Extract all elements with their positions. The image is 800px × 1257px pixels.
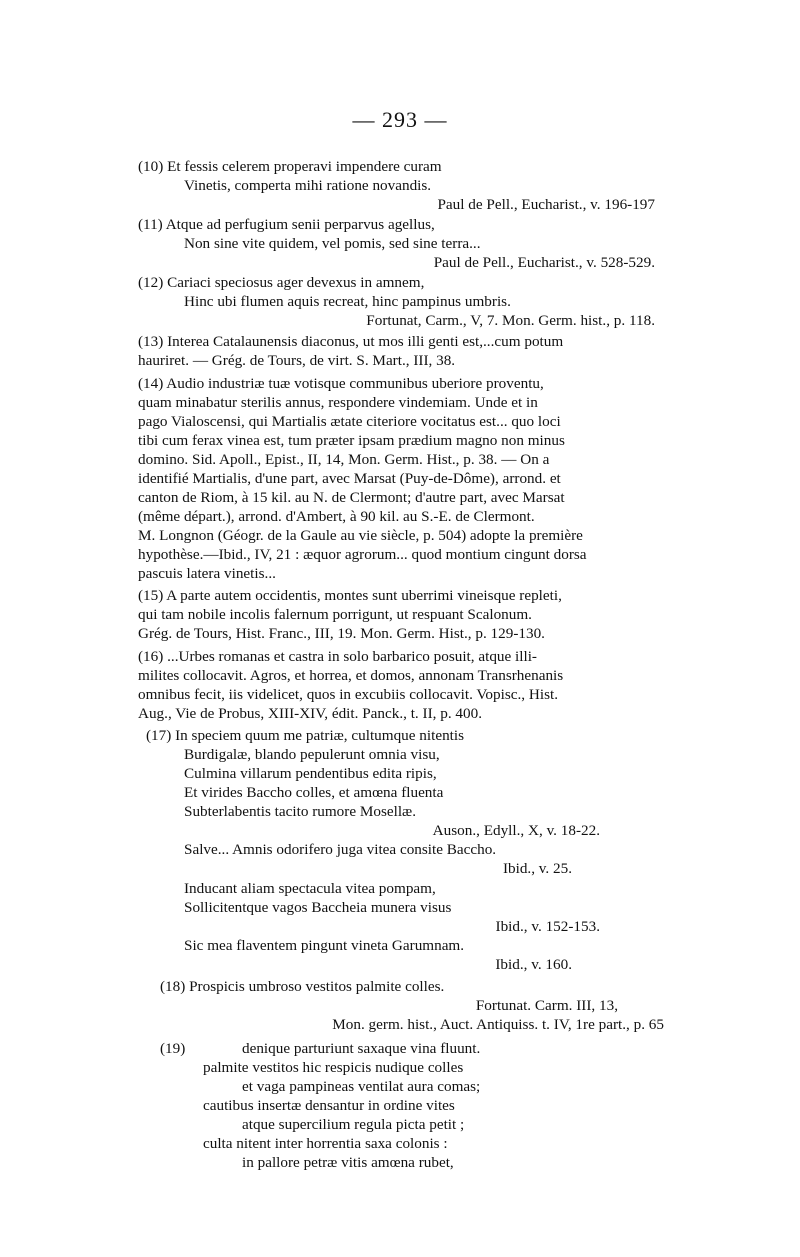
text-line: Non sine vite quidem, vel pomis, sed sine terra... (184, 235, 481, 252)
text-line: canton de Riom, à 15 kil. au N. de Clermont; d'autre part, avec Marsat (138, 489, 565, 506)
text-line: identifié Martialis, d'une part, avec Marsat (Puy-de-Dôme), arrond. et (138, 470, 561, 487)
text-line: Auson., Edyll., X, v. 18-22. (432, 822, 600, 839)
text-line: Sic mea flaventem pingunt vineta Garumnam. (184, 937, 465, 954)
text-line: Grég. de Tours, Hist. Franc., III, 19. Mon. Germ. Hist., p. 129-130. (138, 625, 545, 642)
text-line: (18) Prospicis umbroso vestitos palmite colles. (160, 978, 445, 995)
text-line: hauriret. — Grég. de Tours, de virt. S. Mart., III, 38. (138, 352, 456, 369)
text-line: in pallore petræ vitis amœna rubet, (242, 1154, 454, 1171)
text-line: tibi cum ferax vinea est, tum præter ipsam prædium magno non minus (138, 432, 565, 449)
text-line: Inducant aliam spectacula vitea pompam, (184, 880, 436, 897)
text-line: Ibid., v. 25. (502, 860, 572, 877)
text-line: Salve... Amnis odorifero juga vitea consite Baccho. (184, 841, 497, 858)
text-line: Ibid., v. 152-153. (495, 918, 600, 935)
text-line: Subterlabentis tacito rumore Mosellæ. (184, 803, 416, 820)
text-line: Mon. germ. hist., Auct. Antiquiss. t. IV, 1re part., p. 65 (332, 1016, 664, 1033)
text-line: omnibus fecit, iis videlicet, quos in excubiis collocavit. Vopisc., Hist. (138, 686, 558, 703)
text-line: Et virides Baccho colles, et amœna fluenta (184, 784, 444, 801)
text-line: (11) Atque ad perfugium senii perparvus agellus, (138, 216, 435, 233)
text-line: Paul de Pell., Eucharist., v. 196-197 (437, 196, 655, 213)
text-line: hypothèse.—Ibid., IV, 21 : æquor agrorum... quod montium cingunt dorsa (138, 546, 587, 563)
text-line: (13) Interea Catalaunensis diaconus, ut mos illi genti est,...cum potum (138, 333, 564, 350)
text-line: Ibid., v. 160. (495, 956, 572, 973)
text-line: Fortunat. Carm. III, 13, (475, 997, 618, 1014)
text-line: (même départ.), arrond. d'Ambert, à 90 kil. au S.-E. de Clermont. (138, 508, 535, 525)
text-line: Hinc ubi flumen aquis recreat, hinc pampinus umbris. (184, 293, 511, 310)
text-line: milites collocavit. Agros, et horrea, et domos, annonam Transrhenanis (138, 667, 564, 684)
text-line: qui tam nobile incolis falernum porrigunt, ut respuant Scalonum. (138, 606, 532, 623)
text-line: Burdigalæ, blando pepulerunt omnia visu, (184, 746, 440, 763)
text-line: atque supercilium regula picta petit ; (242, 1116, 465, 1133)
text-line: denique parturiunt saxaque vina fluunt. (242, 1040, 481, 1057)
text-line: culta nitent inter horrentia saxa colonis : (203, 1135, 448, 1152)
text-line: Vinetis, comperta mihi ratione novandis. (184, 177, 432, 194)
text-line: (19) (160, 1040, 186, 1057)
text-line: cautibus insertæ densantur in ordine vites (203, 1097, 455, 1114)
text-line: Sollicitentque vagos Baccheia munera visus (184, 899, 452, 916)
text-line: (15) A parte autem occidentis, montes sunt uberrimi vineisque repleti, (138, 587, 562, 604)
text-line: Aug., Vie de Probus, XIII-XIV, édit. Panck., t. II, p. 400. (138, 705, 482, 722)
text-line: Culmina villarum pendentibus edita ripis, (184, 765, 437, 782)
text-line: pago Vialoscensi, qui Martialis ætate citeriore vocitatus est... quo loci (138, 413, 561, 430)
text-line: M. Longnon (Géogr. de la Gaule au vie siècle, p. 504) adopte la première (138, 527, 583, 544)
text-line: (10) Et fessis celerem properavi impendere curam (138, 158, 442, 175)
text-line: (14) Audio industriæ tuæ votisque communibus uberiore proventu, (138, 375, 544, 392)
text-line: et vaga pampineas ventilat aura comas; (242, 1078, 481, 1095)
text-line: pascuis latera vinetis... (138, 565, 276, 582)
text-line: (16) ...Urbes romanas et castra in solo barbarico posuit, atque illi- (138, 648, 537, 665)
text-line: (17) In speciem quum me patriæ, cultumque nitentis (146, 727, 465, 744)
text-line: palmite vestitos hic respicis nudique colles (203, 1059, 464, 1076)
text-line: (12) Cariaci speciosus ager devexus in amnem, (138, 274, 425, 291)
page-number: — 293 — (352, 107, 448, 132)
text-line: domino. Sid. Apoll., Epist., II, 14, Mon. Germ. Hist., p. 38. — On a (138, 451, 550, 468)
text-line: quam minabatur sterilis annus, respondere vindemiam. Unde et in (138, 394, 538, 411)
text-line: Paul de Pell., Eucharist., v. 528-529. (433, 254, 655, 271)
text-line: Fortunat, Carm., V, 7. Mon. Germ. hist., p. 118. (366, 312, 655, 329)
